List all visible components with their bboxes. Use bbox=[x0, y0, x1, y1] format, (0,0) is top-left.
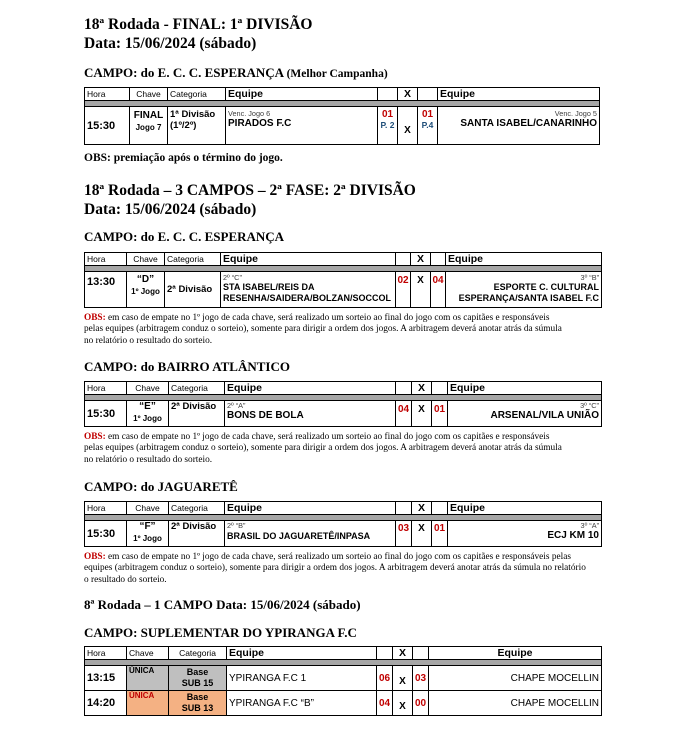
campo-heading-final: CAMPO: do E. C. C. ESPERANÇA (Melhor Campanha) bbox=[84, 65, 388, 80]
obs-esperanca: OBS: em caso de empate no 1º jogo de cada chave, será realizado um sorteio ao final do jogo com os capitães e responsáveis pelas equipes (arbitragem conduz o sorteio), somente para dirigir a ordem dos jogos. A arbitragem deverá anotar atrás da súmula no relatório o resultado do sorteio. bbox=[84, 313, 562, 346]
score-away: 01 bbox=[421, 109, 434, 120]
col-categoria: Categoria bbox=[168, 88, 226, 101]
obs-atlantico: OBS: em caso de empate no 1º jogo de cada chave, será realizado um sorteio ao final do jogo com os capitães e responsáveis pelas equipes (arbitragem conduz o sorteio), somente para dirigir a ordem dos jogos. A arbitragem deverá anotar atrás da súmula no relatório o resultado do sorteio. bbox=[84, 432, 562, 465]
table-row: 15:30 “E” 1º Jogo 2ª Divisão 2º “A” BONS DE BOLA 04 X 01 3º “C” ARSENAL/VILA UNIÃO bbox=[85, 401, 602, 427]
table-row: 13:15 ÚNICA Base SUB 15 YPIRANGA F.C 1 06 X 03 CHAPE MOCELLIN bbox=[85, 666, 602, 691]
games-table-ypiranga: Hora Chave Categoria Equipe X Equipe 13:15 ÚNICA Base SUB 15 YPIRANGA F.C 1 06 X 03 CHAPE MOCELLIN 14:20 ÚNICA Base SUB 13 YPIRANGA F.C “B” 04 X 00 CHAPE MOCELLIN bbox=[84, 646, 602, 716]
col-equipe-away: Equipe bbox=[438, 88, 600, 101]
campo-heading-ypiranga: CAMPO: SUPLEMENTAR DO YPIRANGA F.C bbox=[84, 625, 357, 640]
col-equipe-home: Equipe bbox=[226, 88, 378, 101]
table-row: 15:30 “F” 1º Jogo 2ª Divisão 2º “B” BRASIL DO JAGUARETÊ/INPASA 03 X 01 3º “A” ECJ KM 10 bbox=[85, 521, 602, 547]
table-row: 15:30 FINAL Jogo 7 1ª Divisão (1º/2º) Venc. Jogo 6 PIRADOS F.C 01 P. 2 X 01 P.4 Venc. Jogo 5 SANTA ISABEL/CANARINHO bbox=[85, 107, 600, 145]
team-home: PIRADOS F.C bbox=[228, 118, 292, 129]
col-hora: Hora bbox=[85, 88, 130, 101]
games-table-atlantico: Hora Chave Categoria Equipe X Equipe 15:30 “E” 1º Jogo 2ª Divisão 2º “A” BONS DE BOLA 04 X 01 3º “C” ARSENAL/VILA UNIÃO bbox=[84, 381, 602, 427]
games-table-esperanca: Hora Chave Categoria Equipe X Equipe 13:30 “D” 1º Jogo 2ª Divisão 2º “C” STA ISABEL/REIS DA RESENHA/SAIDERA/BOLZAN/SOCCOL 02 X 04 3º “B” ESPORTE C. CULTURAL ESPERANÇA/SANTA ISABEL F.C bbox=[84, 252, 602, 308]
obs-jaguarete: OBS: em caso de empate no 1º jogo de cada chave, será realizado um sorteio ao final do jogo com os capitães e responsáveis pelas equipes (arbitragem conduz o sorteio), somente para dirigir a ordem dos jogos. A arbitragem deverá anotar atrás da súmula no relatório o resultado do sorteio. bbox=[84, 552, 586, 585]
team-away: SANTA ISABEL/CANARINHO bbox=[460, 118, 597, 129]
games-table-jaguarete: Hora Chave Categoria Equipe X Equipe 15:30 “F” 1º Jogo 2ª Divisão 2º “B” BRASIL DO JAGUARETÊ/INPASA 03 X 01 3º “A” ECJ KM 10 bbox=[84, 501, 602, 547]
section-title-2div: 18ª Rodada – 3 CAMPOS – 2ª FASE: 2ª DIVISÃO bbox=[84, 182, 416, 199]
section-title-final: 18ª Rodada - FINAL: 1ª DIVISÃO bbox=[84, 16, 313, 33]
obs-premiacao: OBS: premiação após o término do jogo. bbox=[84, 152, 283, 164]
score-home: 01 bbox=[381, 109, 394, 120]
campo-heading-esperanca: CAMPO: do E. C. C. ESPERANÇA bbox=[84, 229, 285, 244]
col-chave: Chave bbox=[130, 88, 168, 101]
campo-heading-jaguarete: CAMPO: do JAGUARETÊ bbox=[84, 479, 238, 494]
final-games-table bbox=[84, 87, 600, 145]
section-date-2div: Data: 15/06/2024 (sábado) bbox=[84, 201, 257, 218]
section-title-base: 8ª Rodada – 1 CAMPO Data: 15/06/2024 (sábado) bbox=[84, 597, 361, 612]
table-row: 14:20 ÚNICA Base SUB 13 YPIRANGA F.C “B” 04 X 00 CHAPE MOCELLIN bbox=[85, 691, 602, 716]
col-x: X bbox=[398, 88, 418, 101]
section-date-final: Data: 15/06/2024 (sábado) bbox=[84, 35, 257, 52]
table-row: 13:30 “D” 1º Jogo 2ª Divisão 2º “C” STA ISABEL/REIS DA RESENHA/SAIDERA/BOLZAN/SOCCOL 02 X 04 3º “B” ESPORTE C. CULTURAL ESPERANÇA/SANTA ISABEL F.C bbox=[85, 272, 602, 308]
campo-heading-atlantico: CAMPO: do BAIRRO ATLÂNTICO bbox=[84, 359, 290, 374]
